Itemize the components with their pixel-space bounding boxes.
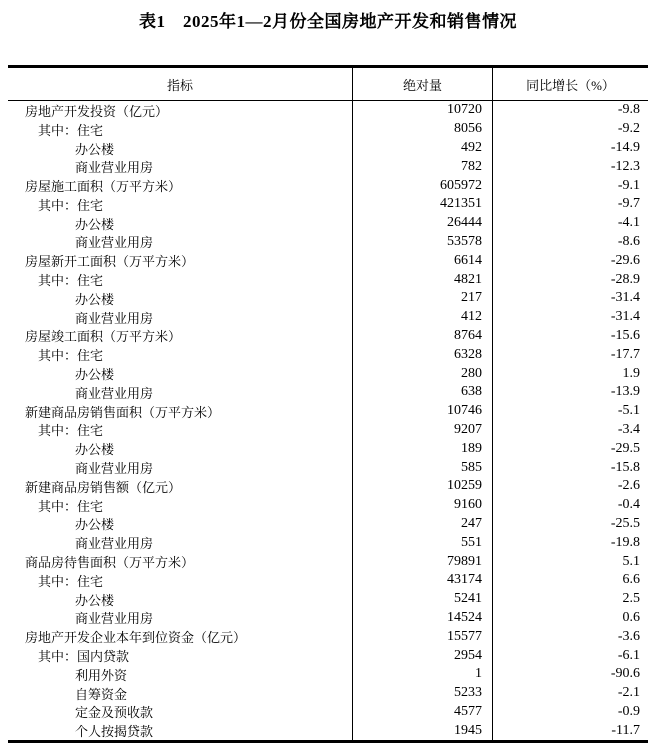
header-indicator: 指标 (166, 77, 193, 93)
growth-value-cell: -13.9 (492, 383, 648, 402)
absolute-value-cell: 10746 (352, 402, 492, 421)
growth-value-cell: -90.6 (492, 665, 648, 684)
growth-value-cell: -14.9 (492, 139, 648, 158)
table-row (8, 364, 648, 383)
table-row (8, 515, 648, 534)
table-row (8, 195, 648, 214)
table-row (8, 157, 648, 176)
table-row (8, 458, 648, 477)
indicator-cell: 办公楼 (75, 367, 115, 383)
indicator-cell: 其中：国内贷款 (38, 649, 130, 665)
table-row (8, 627, 648, 646)
indicator-cell: 利用外资 (75, 667, 128, 683)
absolute-value-cell: 280 (352, 364, 492, 383)
indicator-cell: 办公楼 (75, 291, 115, 307)
indicator-cell: 其中：住宅 (38, 498, 104, 514)
growth-value-cell: -8.6 (492, 233, 648, 252)
indicator-cell: 房地产开发企业本年到位资金（亿元） (25, 630, 247, 646)
growth-value-cell: -15.8 (492, 458, 648, 477)
table-row (8, 402, 648, 421)
absolute-value-cell: 217 (352, 289, 492, 308)
table-row (8, 345, 648, 364)
absolute-value-cell: 189 (352, 439, 492, 458)
indicator-cell: 办公楼 (75, 592, 115, 608)
indicator-cell: 其中：住宅 (38, 122, 104, 138)
absolute-value-cell: 26444 (352, 214, 492, 233)
absolute-value-cell: 8056 (352, 120, 492, 139)
absolute-value-cell: 4821 (352, 270, 492, 289)
absolute-value-cell: 1 (352, 665, 492, 684)
table-title: 表1 2025年1—2月份全国房地产开发和销售情况 (139, 12, 517, 31)
indicator-cell: 个人按揭贷款 (75, 724, 154, 740)
table-row (8, 496, 648, 515)
growth-value-cell: -31.4 (492, 308, 648, 327)
absolute-value-cell: 1945 (352, 721, 492, 740)
absolute-value-cell: 2954 (352, 646, 492, 665)
absolute-value-cell: 43174 (352, 571, 492, 590)
table-row (8, 533, 648, 552)
indicator-cell: 办公楼 (75, 141, 115, 157)
table-row (8, 270, 648, 289)
growth-value-cell: -9.1 (492, 176, 648, 195)
growth-value-cell: -6.1 (492, 646, 648, 665)
indicator-cell: 定金及预收款 (75, 705, 154, 721)
growth-value-cell: 0.6 (492, 609, 648, 628)
absolute-value-cell: 6328 (352, 345, 492, 364)
growth-value-cell: -5.1 (492, 402, 648, 421)
growth-value-cell: -0.4 (492, 496, 648, 515)
indicator-cell: 其中：住宅 (38, 573, 104, 589)
indicator-cell: 商品房待售面积（万平方米） (25, 555, 195, 571)
table-body (8, 101, 648, 740)
growth-value-cell: -19.8 (492, 533, 648, 552)
table-row (8, 176, 648, 195)
absolute-value-cell: 551 (352, 533, 492, 552)
table-row (8, 383, 648, 402)
indicator-cell: 新建商品房销售额（亿元） (25, 479, 182, 495)
growth-value-cell: -4.1 (492, 214, 648, 233)
absolute-value-cell: 10720 (352, 101, 492, 120)
absolute-value-cell: 9160 (352, 496, 492, 515)
table-row (8, 552, 648, 571)
growth-value-cell: -2.1 (492, 684, 648, 703)
table-row (8, 308, 648, 327)
growth-value-cell: -12.3 (492, 157, 648, 176)
table-header-row (8, 68, 648, 101)
indicator-cell: 其中：住宅 (38, 423, 104, 439)
indicator-cell: 其中：住宅 (38, 197, 104, 213)
table-row (8, 233, 648, 252)
growth-value-cell: 5.1 (492, 552, 648, 571)
absolute-value-cell: 605972 (352, 176, 492, 195)
indicator-cell: 新建商品房销售面积（万平方米） (25, 404, 221, 420)
growth-value-cell: -0.9 (492, 703, 648, 722)
growth-value-cell: -9.7 (492, 195, 648, 214)
growth-value-cell: -3.4 (492, 421, 648, 440)
table-row (8, 609, 648, 628)
growth-value-cell: -11.7 (492, 721, 648, 740)
table-row (8, 665, 648, 684)
absolute-value-cell: 5241 (352, 590, 492, 609)
indicator-cell: 自筹资金 (75, 686, 128, 702)
indicator-cell: 房屋竣工面积（万平方米） (25, 329, 182, 345)
table-row (8, 421, 648, 440)
growth-value-cell: 1.9 (492, 364, 648, 383)
table-row (8, 721, 648, 740)
growth-value-cell: -3.6 (492, 627, 648, 646)
indicator-cell: 商业营业用房 (75, 536, 154, 552)
growth-value-cell: -2.6 (492, 477, 648, 496)
absolute-value-cell: 5233 (352, 684, 492, 703)
absolute-value-cell: 412 (352, 308, 492, 327)
absolute-value-cell: 10259 (352, 477, 492, 496)
indicator-cell: 商业营业用房 (75, 611, 154, 627)
growth-value-cell: -28.9 (492, 270, 648, 289)
growth-value-cell: -29.5 (492, 439, 648, 458)
absolute-value-cell: 421351 (352, 195, 492, 214)
growth-value-cell: -15.6 (492, 327, 648, 346)
absolute-value-cell: 638 (352, 383, 492, 402)
indicator-cell: 房地产开发投资（亿元） (25, 103, 169, 119)
indicator-cell: 房屋施工面积（万平方米） (25, 179, 182, 195)
indicator-cell: 办公楼 (75, 442, 115, 458)
table-row (8, 327, 648, 346)
statistics-table (8, 65, 648, 743)
indicator-cell: 其中：住宅 (38, 273, 104, 289)
absolute-value-cell: 15577 (352, 627, 492, 646)
table-row (8, 590, 648, 609)
table-row (8, 684, 648, 703)
table-row (8, 477, 648, 496)
header-absolute-value: 绝对量 (352, 68, 492, 100)
growth-value-cell: -25.5 (492, 515, 648, 534)
absolute-value-cell: 14524 (352, 609, 492, 628)
table-row (8, 139, 648, 158)
growth-value-cell: -9.2 (492, 120, 648, 139)
table-row (8, 439, 648, 458)
indicator-cell: 商业营业用房 (75, 160, 154, 176)
table-row (8, 289, 648, 308)
absolute-value-cell: 9207 (352, 421, 492, 440)
indicator-cell: 房屋新开工面积（万平方米） (25, 254, 195, 270)
absolute-value-cell: 6614 (352, 251, 492, 270)
indicator-cell: 其中：住宅 (38, 348, 104, 364)
indicator-cell: 商业营业用房 (75, 385, 154, 401)
header-yoy-growth: 同比增长（%） (492, 68, 648, 100)
growth-value-cell: 2.5 (492, 590, 648, 609)
absolute-value-cell: 782 (352, 157, 492, 176)
growth-value-cell: -31.4 (492, 289, 648, 308)
table-row (8, 120, 648, 139)
indicator-cell: 办公楼 (75, 216, 115, 232)
table-row (8, 703, 648, 722)
absolute-value-cell: 247 (352, 515, 492, 534)
table-row (8, 251, 648, 270)
indicator-cell: 商业营业用房 (75, 310, 154, 326)
indicator-cell: 商业营业用房 (75, 235, 154, 251)
absolute-value-cell: 585 (352, 458, 492, 477)
absolute-value-cell: 8764 (352, 327, 492, 346)
growth-value-cell: -29.6 (492, 251, 648, 270)
absolute-value-cell: 492 (352, 139, 492, 158)
indicator-cell: 办公楼 (75, 517, 115, 533)
table-row (8, 571, 648, 590)
growth-value-cell: -9.8 (492, 101, 648, 120)
table-row (8, 646, 648, 665)
absolute-value-cell: 53578 (352, 233, 492, 252)
table-row (8, 214, 648, 233)
absolute-value-cell: 79891 (352, 552, 492, 571)
growth-value-cell: 6.6 (492, 571, 648, 590)
table-row (8, 101, 648, 120)
growth-value-cell: -17.7 (492, 345, 648, 364)
absolute-value-cell: 4577 (352, 703, 492, 722)
indicator-cell: 商业营业用房 (75, 461, 154, 477)
